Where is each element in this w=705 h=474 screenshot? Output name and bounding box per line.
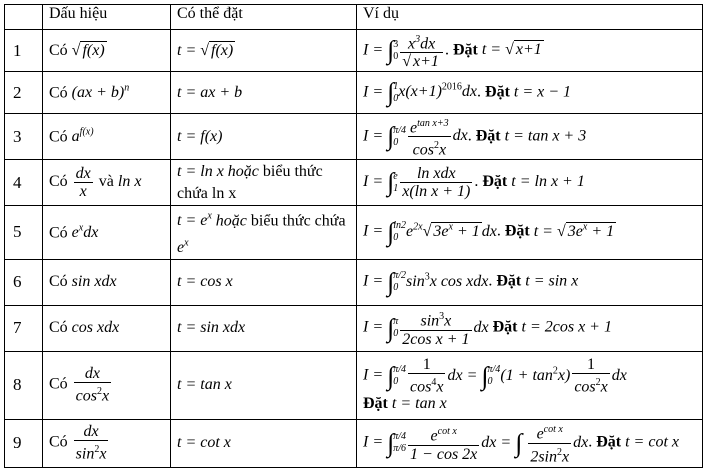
- sign-cell: [43, 160, 171, 206]
- set-expression: t = f(x): [177, 127, 223, 145]
- example-integral: ∫ π 0 $\frac{\sin^3x}{\text{2cos x + 1}}$ dx: [387, 311, 489, 348]
- example-lhs: I =: [363, 318, 384, 336]
- sign-prefix: Có: [49, 273, 68, 291]
- table-header-row: [5, 5, 703, 30]
- row-number: 9: [5, 419, 43, 467]
- row-number: 8: [5, 351, 43, 419]
- example-integral: ∫ 3 0 $\frac{x^3dx}{√ x+1}$: [387, 41, 445, 58]
- set-cell: [171, 114, 357, 160]
- example-lhs: I =: [363, 83, 384, 101]
- sign-prefix: Có: [49, 84, 68, 102]
- sign-cell: [43, 305, 171, 351]
- sign-cell: [43, 114, 171, 160]
- dat-expression: t = cot x: [625, 433, 679, 451]
- example-integral: ∫ π/2 0 $\sin^3x$ cos xdx: [387, 267, 489, 297]
- dat-expression: t = sin x: [525, 272, 579, 290]
- table-row: [5, 305, 703, 351]
- dat-label: Đặt: [452, 41, 478, 59]
- sign-prefix: Có: [49, 319, 68, 337]
- row-number: 7: [5, 305, 43, 351]
- example-integral: ∫ 1 0 $x(x+1)^{2016}dx$: [387, 77, 478, 107]
- dat-expression: t = 2cos x + 1: [521, 318, 612, 336]
- sign-expression: $a^{f(x)}$: [71, 126, 94, 146]
- dat-label: Đặt: [596, 433, 622, 451]
- row-number: 1: [5, 30, 43, 72]
- example-lhs: I =: [363, 366, 384, 384]
- dat-label: Đặt: [485, 83, 510, 101]
- example-lhs: I =: [363, 272, 384, 290]
- dat-expression: t = √ x+1: [481, 41, 542, 59]
- example-cell: I = ∫ ln2 0 $e^{2x}√$ $3e^x + 1$ dx. Đặt t = √ $3e^x + 1$: [357, 206, 703, 260]
- table-row: [5, 351, 703, 419]
- integration-substitution-table: [4, 4, 703, 468]
- set-expression: t = sin xdx: [177, 319, 246, 337]
- example-lhs: I =: [363, 173, 384, 191]
- table-row: [5, 419, 703, 467]
- set-expression: t = cot x: [177, 434, 231, 452]
- dat-expression: t = x − 1: [513, 83, 572, 101]
- example-integral: ∫ ln2 0 $e^{2x}√$ $3e^x + 1$ dx: [387, 217, 497, 247]
- set-cell: [171, 419, 357, 467]
- set-main: t = ln x: [177, 162, 224, 180]
- dat-label: Đặt: [492, 318, 518, 336]
- example-cell: I = ∫ 1 0 $x(x+1)^{2016}dx$. Đặt t = x − 1: [357, 72, 703, 114]
- set-cell: [171, 259, 357, 305]
- header-set: Có thể đặt: [171, 5, 357, 30]
- example-integral: ∫ π/4 0 $\frac{e^{tan x+3}}{\cos^2x}$ dx: [387, 117, 468, 159]
- dat-label: Đặt: [475, 127, 501, 145]
- sign-cell: [43, 259, 171, 305]
- example-cell: [357, 351, 703, 419]
- set-or: hoặc: [227, 162, 259, 180]
- table-row: [5, 30, 703, 72]
- row-number: 4: [5, 160, 43, 206]
- set-cell: [171, 206, 357, 260]
- example-lhs: I =: [363, 223, 384, 240]
- dat-label: Đặt: [482, 173, 508, 191]
- example-cell: [357, 305, 703, 351]
- row-number: 2: [5, 72, 43, 114]
- example-lhs: I =: [363, 41, 384, 59]
- set-main: $t = e^x$: [177, 211, 212, 230]
- row-number: 6: [5, 259, 43, 305]
- sign-expression: $\frac{dx}{\sin^2x}$: [75, 423, 107, 463]
- dat-expression: t = tan x + 3: [504, 127, 587, 145]
- table-row: [5, 160, 703, 206]
- sign-cell: [43, 419, 171, 467]
- sign-expression: cos xdx: [71, 319, 120, 337]
- header-number: [5, 5, 43, 30]
- set-cell: [171, 351, 357, 419]
- sign-cell: [43, 30, 171, 72]
- header-example: Ví dụ: [357, 5, 703, 30]
- set-or: hoặc: [215, 212, 247, 230]
- sign-expression: $\frac{dx}{\cos^2x}$: [75, 365, 110, 405]
- table-row: [5, 114, 703, 160]
- example-lhs: I =: [363, 127, 384, 145]
- example-lhs: I =: [363, 433, 384, 451]
- example-cell: I = ∫ π/2 0 $\sin^3x$ cos xdx. Đặt t = sin x: [357, 259, 703, 305]
- example-cell: I = ∫ 3 0 $\frac{x^3dx}{√ x+1}$ . Đặt t = √ x+1: [357, 30, 703, 72]
- example-cell: I = ∫ e 1 $\frac{\text{ln xdx}}{\text{x(ln x + 1)}}$ . Đặt t = ln x + 1: [357, 160, 703, 206]
- dat-label: Đặt: [363, 394, 388, 412]
- set-expression: t = √ f(x): [177, 41, 234, 59]
- table-row: [5, 206, 703, 260]
- dat-label: Đặt: [504, 223, 530, 240]
- sign-expression: (ax + b)$^n$: [71, 82, 130, 102]
- row-number: 5: [5, 206, 43, 260]
- set-cell: [171, 72, 357, 114]
- set-rest: biểu thức chứa $e^x$: [177, 212, 346, 256]
- sign-cell: [43, 351, 171, 419]
- header-sign: Dấu hiệu: [43, 5, 171, 30]
- sign-expression: sin xdx: [71, 273, 117, 291]
- sign-prefix: Có: [49, 433, 68, 451]
- set-expression: t = ax + b: [177, 83, 243, 101]
- sign-prefix: Có: [49, 173, 68, 191]
- set-cell: [171, 305, 357, 351]
- dat-label: Đặt: [496, 272, 522, 290]
- example-integral: ∫ π/4 π/6 $\frac{e^{cot x}}{1 - \cos 2x}$ dx = ∫ $\frac{e^{cot x}}{2\sin^2x}$ dx: [387, 424, 589, 465]
- sign-expression: $e^xdx$: [71, 222, 99, 241]
- example-integral: ∫ π/4 0 $\frac{1}{\cos^4x}$ dx = ∫ π/4 0 $(1 + \tan^2x)$ $\frac{1}{\cos^2x}$ dx: [387, 356, 627, 396]
- set-cell: [171, 30, 357, 72]
- example-cell: I = ∫ π/4 0 $\frac{e^{tan x+3}}{\cos^2x}$ dx. Đặt t = tan x + 3: [357, 114, 703, 160]
- example-cell: I = ∫ π/4 π/6 $\frac{e^{cot x}}{1 - \cos 2x}$ dx = ∫ $\frac{e^{cot x}}{2\sin^2x}$ dx. Đặt t = cot x: [357, 419, 703, 467]
- table-row: [5, 72, 703, 114]
- set-rest: biểu thức chứa ln x: [177, 162, 323, 202]
- sign-cell: [43, 206, 171, 260]
- sign-prefix: Có: [49, 223, 68, 241]
- set-expression: t = cos x: [177, 273, 233, 291]
- dat-expression: t = tan x: [391, 394, 447, 412]
- dat-expression: t = ln x + 1: [511, 173, 585, 191]
- sign-prefix: Có: [49, 41, 68, 59]
- set-expression: t = tan x: [177, 376, 232, 394]
- row-number: 3: [5, 114, 43, 160]
- sign-expression: √ f(x): [71, 41, 105, 59]
- sign-prefix: Có: [49, 128, 68, 146]
- sign-prefix: Có: [49, 375, 68, 393]
- dat-expression: t = √ $3e^x + 1$: [533, 221, 615, 240]
- set-cell: [171, 160, 357, 206]
- sign-cell: [43, 72, 171, 114]
- example-integral: ∫ e 1 $\frac{\text{ln xdx}}{\text{x(ln x + 1)}}$: [387, 165, 471, 200]
- table-row: [5, 259, 703, 305]
- sign-expression: $\frac{dx}{x}$ và ln x: [75, 165, 142, 200]
